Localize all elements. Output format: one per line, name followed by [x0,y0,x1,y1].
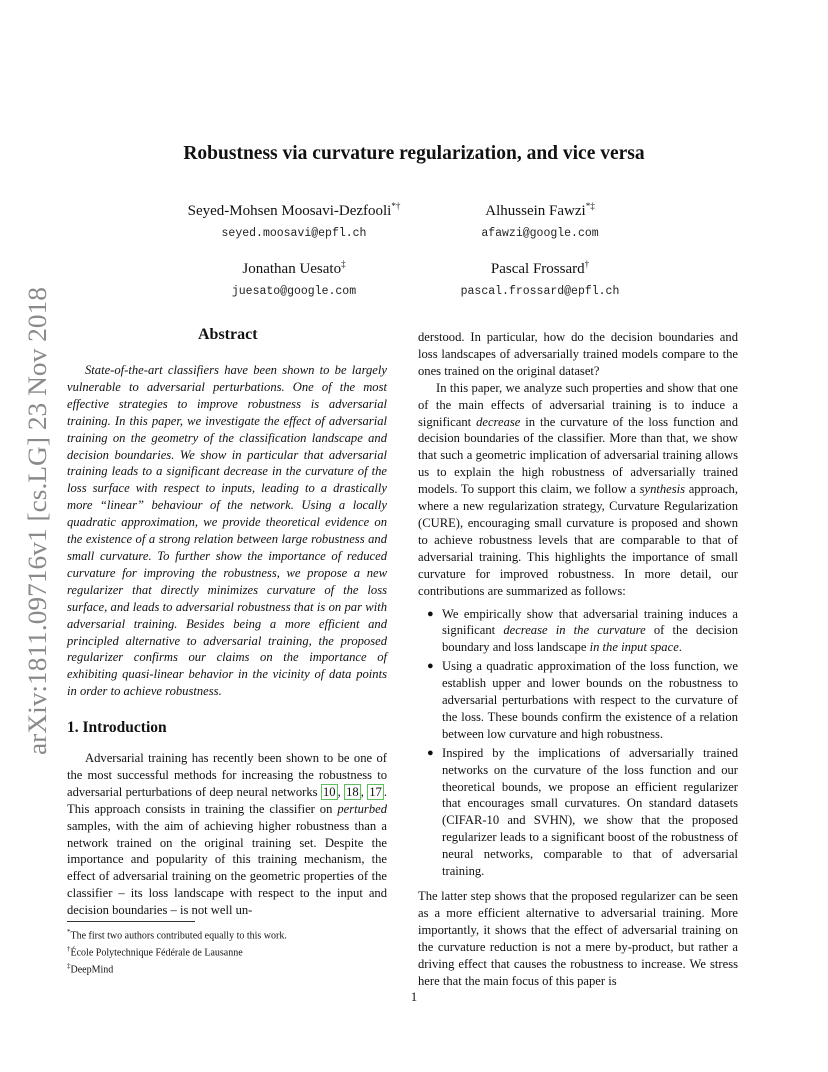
author-name: Alhussein Fawzi*‡ [485,201,595,219]
introduction-body [67,750,387,919]
bullet-icon: ● [427,607,434,620]
citation-link[interactable]: 18 [346,784,359,799]
author-name: Jonathan Uesato‡ [242,259,346,277]
bullet-icon: ● [427,660,434,673]
list-item: ● Using a quadratic approximation of the loss function, we establish upper and lower bounds on the robustness to adversarial perturbations with respect to the curvature of the loss. These bounds confirm the existence of a relation between low curvature and high robustness. [427,659,738,741]
abstract-body [67,362,387,700]
list-item: ● Inspired by the implications of adversarially trained networks on the curvature of the loss function and our theoretical bounds, we propose an efficient regularizer that encourages small curvatures. On standard datasets (CIFAR-10 and SVHN), we show that the proposed regularizer leads to a significant boost of the robustness of neural networks, comparable to that of adversarial training. [427,745,738,879]
citation-link[interactable]: 17 [369,784,382,799]
intro-paragraph: Adversarial training has recently been shown to be one of the most successful methods for increasing the robustness to adversarial perturbations of deep neural networks 10 , 18 , 17 . This approach consists in training the classifier on perturbed samples, with the aim of achieving higher robustness than a network trained on the original training set. Despite the importance and popularity of this training mechanism, the effect of adversarial training on the geometric properties of the classifier – its loss landscape with respect to the input and decision boundaries – is not well un- [67,751,387,918]
arxiv-stamp [20,285,54,755]
citation-link[interactable]: 10 [322,784,336,799]
author-name: Pascal Frossard† [490,259,590,277]
footnote: *The first two authors contributed equally to this work. [67,928,287,942]
author-email: afawzi@google.com [481,227,599,240]
paper-title: Robustness via curvature regularization, and vice versa [183,143,645,164]
contributions-list [418,606,738,881]
paragraph: derstood. In particular, how do the decision boundaries and loss landscapes of adversarially trained models compare to the ones trained on the original dataset? [418,330,738,378]
right-column [418,329,738,989]
author-email: juesato@google.com [231,285,357,298]
footnote: ‡DeepMind [67,961,114,976]
author-block [400,255,680,298]
footnote-rule [67,921,195,922]
author-block [154,197,434,240]
author-block [400,197,680,240]
section-heading-introduction: 1. Introduction [67,719,167,736]
footnote: †École Polytechnique Fédérale de Lausanne [67,944,243,959]
abstract-text: State-of-the-art classifiers have been shown to be largely vulnerable to adversarial perturbations. One of the most effective strategies to improve robustness is adversarial training. In this paper, we investigate the effect of adversarial training on the geometry of the classification landscape and decision boundaries. We show in particular that adversarial training leads to a significant decrease in the curvature of the loss surface with respect to inputs, leading to a drastically more “linear” behaviour of the network. Using a locally quadratic approximation, we provide theoretical evidence on the existence of a strong relation between large robustness and small curvature. To further show the importance of reduced curvature for improving the robustness, we propose a new regularizer that directly minimizes curvature of the loss surface, and leads to adversarial robustness that is on par with adversarial training. Besides being a more efficient and principled alternative to adversarial training, the proposed regularizer confirms our claims on the importance of exhibiting quasi-linear behavior in the vicinity of data points in order to achieve robustness. [67,363,387,699]
paragraph: The latter step shows that the proposed regularizer can be seen as a more efficient alternative to adversarial training. More importantly, it shows that the effect of adversarial training on the curvature reduction is not a mere by-product, but rather a driving effect that causes the robustness to increase. We stress here that the main focus of this paper is [418,889,738,988]
author-name: Seyed-Mohsen Moosavi-Dezfooli*† [187,201,401,219]
paragraph: In this paper, we analyze such properties and show that one of the main effects of adversarial training is to induce a significant decrease in the curvature of the loss function and decision boundaries of the classifier. More than that, we show that such a geometric implication of adversarial training allows us to explain the high robustness of adversarially trained models. To support this claim, we follow a synthesis approach, where a new regularization strategy, Curvature Regularization (CURE), encouraging small curvature is proposed and shown to achieve robustness levels that are comparable to that of adversarial training. This highlights the importance of small curvature for improved robustness. In more detail, our contributions are summarized as follows: [418,380,738,598]
list-item: ● We empirically show that adversarial training induces a significant decrease in the curvature of the decision boundary and loss landscape in the input space. [427,606,738,655]
author-email: pascal.frossard@epfl.ch [460,285,620,298]
page-number: 1 [410,990,418,1004]
abstract-heading: Abstract [198,326,258,343]
bullet-icon: ● [427,746,434,759]
arxiv-stamp-text: arXiv:1811.09716v1 [cs.LG] 23 Nov 2018 [23,311,52,755]
footnotes [67,926,287,977]
author-block [154,255,434,298]
author-email: seyed.moosavi@epfl.ch [221,227,367,240]
